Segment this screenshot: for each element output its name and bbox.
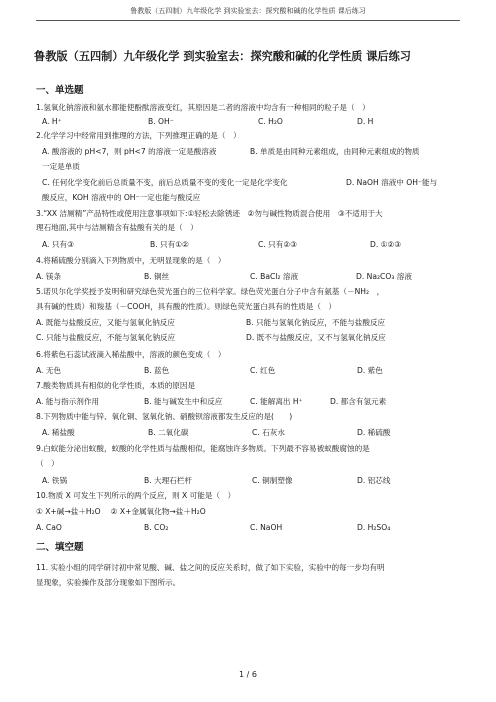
question-1-stem: 1.氢氧化钠溶液和氨水都能使酚酞溶液变红，其原因是二者的溶液中均含有一种相同的粒子是（ ） (36, 103, 370, 112)
question-5-option-b: B. 只能与氢氧化钠反应，不能与盐酸反应 (246, 318, 386, 327)
question-2-option-a: A. 酸溶液的 pH<7，则 pH<7 的溶液一定是酸溶液 (42, 147, 217, 156)
question-6-stem: 6.将紫色石蕊试液滴入稀盐酸中，溶液的颜色变成（ ） (36, 350, 226, 359)
page-header: 鲁教版（五四制）九年级化学 到实验室去：探究酸和碱的化学性质 课后练习 (130, 7, 366, 15)
question-4-option-b: B. 铜丝 (144, 272, 170, 281)
question-2-option-d: D. NaOH 溶液中 OH⁻能与 (346, 178, 438, 187)
question-10-reactions: ① X+碱→盐＋H₂O ② X+金属氧化物→盐＋H₂O (36, 507, 206, 516)
question-10-option-a: A. CaO (36, 523, 62, 532)
question-7-option-c: C. 能解离出 H⁺ (250, 397, 303, 406)
question-2-option-b: B. 单质是由同种元素组成，由同种元素组成的物质 (250, 147, 420, 156)
question-3-option-c: C. 只有②③ (258, 240, 297, 249)
question-10-option-b: B. CO₂ (144, 523, 169, 532)
question-4-stem: 4.将稀硫酸分别滴入下列物质中，无明显现象的是（ ） (36, 256, 226, 265)
question-5-option-c: C. 只能与盐酸反应，不能与氢氧化钠反应 (36, 333, 176, 342)
question-2-stem: 2.化学学习中经常用到推理的方法，下列推理正确的是（ ） (36, 131, 241, 140)
question-6-option-d: D. 紫色 (357, 366, 383, 375)
question-4-option-c: C. BaCl₂ 溶液 (250, 272, 299, 281)
question-7-option-b: B. 能与碱发生中和反应 (144, 397, 223, 406)
question-3-option-d: D. ①②③ (370, 240, 402, 249)
section-heading-fill-in: 二、填空题 (36, 542, 84, 553)
question-5-stem-cont: 具有碱的性质）和羧基（－COOH，具有酸的性质）。则绿色荧光蛋白具有的性质是（ ） (36, 302, 337, 311)
question-6-option-a: A. 无色 (36, 366, 62, 375)
question-1-option-b: B. OH⁻ (148, 117, 174, 126)
question-7-stem: 7.酸类物质具有相似的化学性质，本质的原因是 (36, 381, 196, 390)
question-8-option-a: A. 稀盐酸 (42, 428, 75, 437)
question-9-option-c: C. 铜制塑像 (252, 476, 293, 485)
question-10-stem: 10.物质 X 可发生下列所示的两个反应，则 X 可能是（ ） (36, 491, 236, 500)
question-8-stem: 8.下列物质中能与锌、氧化铜、氢氧化钠、硝酸钡溶液都发生反应的是( ) (36, 412, 293, 421)
question-10-option-d: D. H₂SO₄ (357, 523, 391, 532)
question-3-option-a: A. 只有③ (42, 240, 74, 249)
question-3-stem: 3.“XX 洁厕精”产品特性或使用注意事项如下:①轻松去除锈迹 ②勿与碱性物质混合使用 ③不适用于大 (36, 209, 383, 218)
question-3-stem-cont: 理石地面,其中与洁厕精含有盐酸有关的是（ ） (36, 223, 198, 232)
header-rule (36, 20, 460, 21)
question-9-option-d: D. 铝芯线 (357, 476, 391, 485)
question-1-option-a: A. H⁺ (42, 117, 62, 126)
page-number: 1 / 6 (239, 670, 257, 679)
question-1-option-c: C. H₂O (258, 117, 283, 126)
question-5-option-a: A. 既能与盐酸反应，又能与氢氧化钠反应 (36, 318, 175, 327)
question-8-option-b: B. 二氧化碳 (148, 428, 189, 437)
document-title: 鲁教版（五四制）九年级化学 到实验室去：探究酸和碱的化学性质 课后练习 (34, 50, 411, 63)
question-9-stem: 9.白蚁能分泌出蚁酸，蚁酸的化学性质与盐酸相似，能腐蚀许多物质。下列最不容易被蚁酸腐蚀的是 (36, 444, 370, 453)
question-10-option-c: C. NaOH (250, 523, 283, 532)
question-7-option-a: A. 能与指示剂作用 (36, 397, 100, 406)
question-6-option-c: C. 红色 (250, 366, 276, 375)
question-5-option-d: D. 既不与盐酸反应，又不与氢氧化钠反应 (246, 333, 386, 342)
question-9-stem-cont: （ ） (36, 459, 59, 468)
question-2-option-b-cont: 一定是单质 (42, 162, 80, 171)
question-6-option-b: B. 蓝色 (144, 366, 170, 375)
question-1-option-d: D. H (357, 117, 374, 126)
question-7-option-d: D. 都含有氢元素 (330, 397, 387, 406)
question-8-option-d: D. 稀硫酸 (357, 428, 391, 437)
question-5-stem: 5.诺贝尔化学奖授予发明和研究绿色荧光蛋白的三位科学家。绿色荧光蛋白分子中含有氨基（－NH₂ ， (36, 287, 385, 296)
question-3-option-b: B. 只有①② (150, 240, 189, 249)
question-2-option-c: C. 任何化学变化前后总质量不变，前后总质量不变的变化一定是化学变化 (42, 178, 288, 187)
question-9-option-b: B. 大理石栏杆 (144, 476, 193, 485)
question-9-option-a: A. 铁锅 (42, 476, 68, 485)
question-11-stem-cont: 显现象，实验操作及部分现象如下图所示。 (36, 578, 181, 587)
question-11-stem: 11. 实验小组的同学研讨初中常见酸、碱、盐之间的反应关系时，做了如下实验，实验中的每一步均有明 (36, 563, 385, 572)
section-heading-single-choice: 一、单选题 (36, 85, 84, 96)
question-8-option-c: C. 石灰水 (252, 428, 285, 437)
question-4-option-a: A. 镁条 (36, 272, 62, 281)
question-2-option-d-cont: 酸反应，KOH 溶液中的 OH⁻一定也能与酸反应 (42, 193, 201, 202)
question-4-option-d: D. Na₂CO₃ 溶液 (356, 272, 412, 281)
